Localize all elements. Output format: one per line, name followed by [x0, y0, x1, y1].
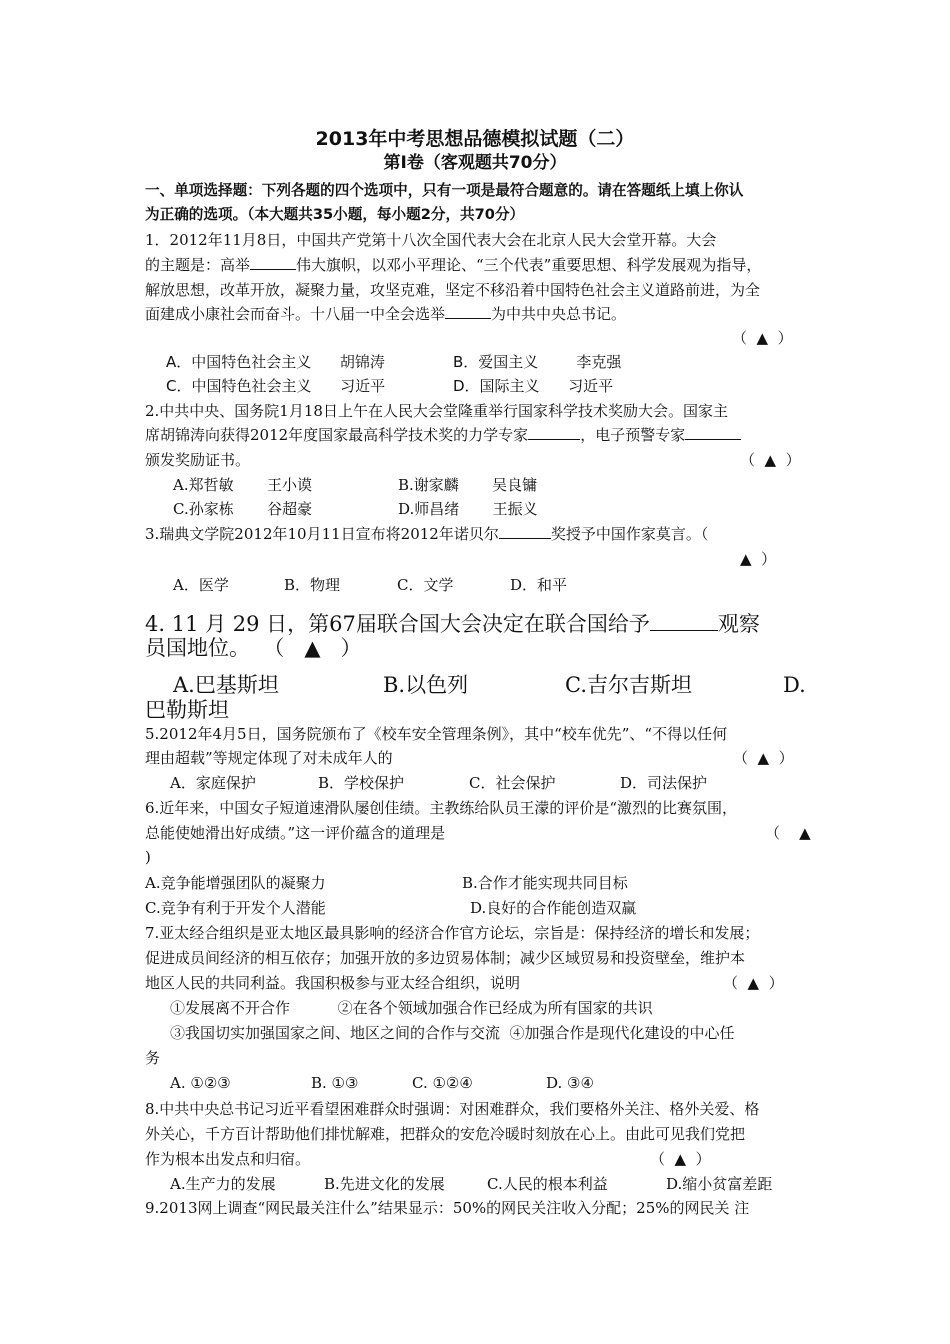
question-text [145, 304, 626, 324]
question-text-part: 4. 11 月 29 日，第67届联合国大会决定在联合国给予 [145, 612, 650, 636]
question-text: 2.中共中央、国务院1月18日上午在人民大会堂隆重举行国家科学技术奖励大会。国家主 [145, 402, 728, 420]
answer-mark-close: ▲ ） [740, 550, 777, 568]
question-text: 解放思想，改革开放，凝聚力量，攻坚克难，坚定不移沿着中国特色社会主义道路前进，为全 [145, 281, 761, 299]
question-text: 外关心，千方百计帮助他们排忧解难，把群众的安危冷暖时刻放在心上。由此可见我们党把 [145, 1125, 746, 1143]
option-c: C.竞争有利于开发个人潜能 [145, 899, 326, 917]
option-d: D.师昌绪 王振义 [398, 500, 538, 518]
question-text: 促进成员间经济的相互依存；加强开放的多边贸易体制；减少区域贸易和投资壁垒，维护本 [145, 949, 746, 967]
option-a: A.生产力的发展 [170, 1175, 276, 1193]
question-text-part: 3.瑞典文学院2012年10月11日宣布将2012年诺贝尔 [145, 525, 499, 543]
option-b: B．物理 [284, 576, 341, 594]
option-a: A. ①②③ [170, 1074, 231, 1092]
question-text [145, 610, 760, 637]
question-text: 5.2012年4月5日，国务院颁布了《校车安全管理条例》，其中“校车优先”、“不得以任何 [145, 725, 728, 743]
question-text: 1．2012年11月8日，中国共产党第十八次全国代表大会在北京人民大会堂开幕。大会 [145, 231, 717, 249]
question-text-part: 观察 [717, 612, 760, 636]
option-c: C．中国特色社会主义 习近平 [166, 377, 386, 395]
option-b: B．学校保护 [318, 774, 405, 792]
question-text: 9.2013网上调查“网民最关注什么”结果显示：50%的网民关注收入分配；25%的网民关 注 [145, 1199, 750, 1217]
question-text: 颁发奖励证书。 [145, 451, 251, 469]
option-b: B．爱国主义 李克强 [453, 353, 622, 371]
option-d: D．和平 [510, 576, 568, 594]
answer-mark-close: ) [145, 848, 151, 866]
question-text: 8.中共中央总书记习近平看望困难群众时强调：对困难群众，我们要格外关注、格外关爱、格 [145, 1100, 760, 1118]
option-d-text: 巴勒斯坦 [145, 698, 229, 722]
option-a: A.竞争能增强团队的凝聚力 [145, 874, 326, 892]
option-d: D.良好的合作能创造双赢 [470, 899, 637, 917]
question-text: 作为根本出发点和归宿。 [145, 1150, 311, 1168]
answer-mark: （ ▲ ） [650, 1150, 711, 1168]
option-b: B.合作才能实现共同目标 [462, 874, 628, 892]
answer-mark: （ ▲ ） [733, 749, 794, 767]
option-d: D．国际主义 习近平 [453, 377, 614, 395]
page-title: 2013年中考思想品德模拟试题（二） [315, 128, 635, 150]
question-text: 总能使她滑出好成绩。”这一评价蕴含的道理是 [145, 824, 446, 842]
question-text: 地区人民的共同利益。我国积极参与亚太经合组织，说明 [145, 974, 521, 992]
answer-mark: （ ▲ ） [723, 974, 784, 992]
option-a: A.巴基斯坦 [173, 673, 279, 697]
option-c: C．社会保护 [469, 774, 556, 792]
statement-line: ①发展离不开合作 ②在各个领域加强合作已经成为所有国家的共识 [170, 999, 653, 1017]
option-c: C．文学 [397, 576, 454, 594]
question-text-part: 奖授予中国作家莫言。（ [550, 525, 709, 543]
question-text-part: 伟大旗帜，以邓小平理论、“三个代表”重要思想、科学发展观为指导， [296, 256, 762, 274]
section-heading-line-2: 为正确的选项。（本大题共35小题，每小题2分，共70分） [145, 206, 525, 223]
question-text-part: ，电子预警专家 [580, 426, 686, 444]
section-heading-line-1: 一、单项选择题：下列各题的四个选项中，只有一项是最符合题意的。请在答题纸上填上你认 [145, 182, 744, 199]
answer-mark: （ ▲ ） [732, 329, 793, 347]
answer-blank [499, 524, 551, 539]
option-b: B. ①③ [311, 1074, 359, 1092]
question-text [145, 524, 708, 544]
option-a: A．家庭保护 [170, 774, 256, 792]
option-c: C.人民的根本利益 [487, 1175, 608, 1193]
question-text: 7.亚太经合组织是亚太地区最具影响的经济合作官方论坛，宗旨是：保持经济的增长和发展； [145, 924, 760, 942]
option-b: B.以色列 [383, 673, 469, 697]
answer-mark-open: （ ▲ [765, 824, 811, 842]
question-text-part: 席胡锦涛向获得2012年度国家最高科学技术奖的力学专家 [145, 426, 529, 444]
question-text-part: 为中共中央总书记。 [491, 305, 627, 323]
question-text: 6.近年来，中国女子短道速滑队屡创佳绩。主教练给队员王濛的评价是“激烈的比赛氛围， [145, 799, 737, 817]
question-text: 员国地位。 （ ▲ ） [145, 636, 362, 660]
question-text-part: 面建成小康社会而奋斗。十八届一中全会选举 [145, 305, 446, 323]
statement-line: ③我国切实加强国家之间、地区之间的合作与交流 ④加强合作是现代化建设的中心任 [170, 1024, 735, 1042]
option-d: D．司法保护 [620, 774, 708, 792]
question-text [145, 255, 761, 275]
answer-blank [250, 255, 296, 270]
question-text [145, 425, 741, 445]
page-subtitle: 第Ⅰ卷（客观题共70分） [383, 153, 567, 173]
answer-mark: （ ▲ ） [740, 451, 801, 469]
option-d: D. ③④ [546, 1074, 594, 1092]
answer-blank [445, 304, 491, 319]
option-b: B.先进文化的发展 [324, 1175, 445, 1193]
option-a: A．医学 [173, 576, 229, 594]
option-c: C.吉尔吉斯坦 [565, 673, 692, 697]
question-text: 理由超载”等规定体现了对未成年人的 [145, 749, 393, 767]
answer-blank [528, 425, 580, 440]
option-a: A.郑哲敏 王小谟 [173, 476, 312, 494]
option-b: B.谢家麟 吴良镛 [398, 476, 538, 494]
statement-line: 务 [145, 1049, 161, 1067]
answer-blank [685, 425, 741, 440]
option-a: A．中国特色社会主义 胡锦涛 [166, 353, 385, 371]
option-c: C. ①②④ [412, 1074, 473, 1092]
option-d: D.缩小贫富差距 [666, 1175, 773, 1193]
option-c: C.孙家栋 谷超豪 [173, 500, 313, 518]
option-d-label: D. [783, 673, 806, 697]
question-text-part: 的主题是：高举 [145, 256, 251, 274]
answer-blank [650, 610, 718, 631]
